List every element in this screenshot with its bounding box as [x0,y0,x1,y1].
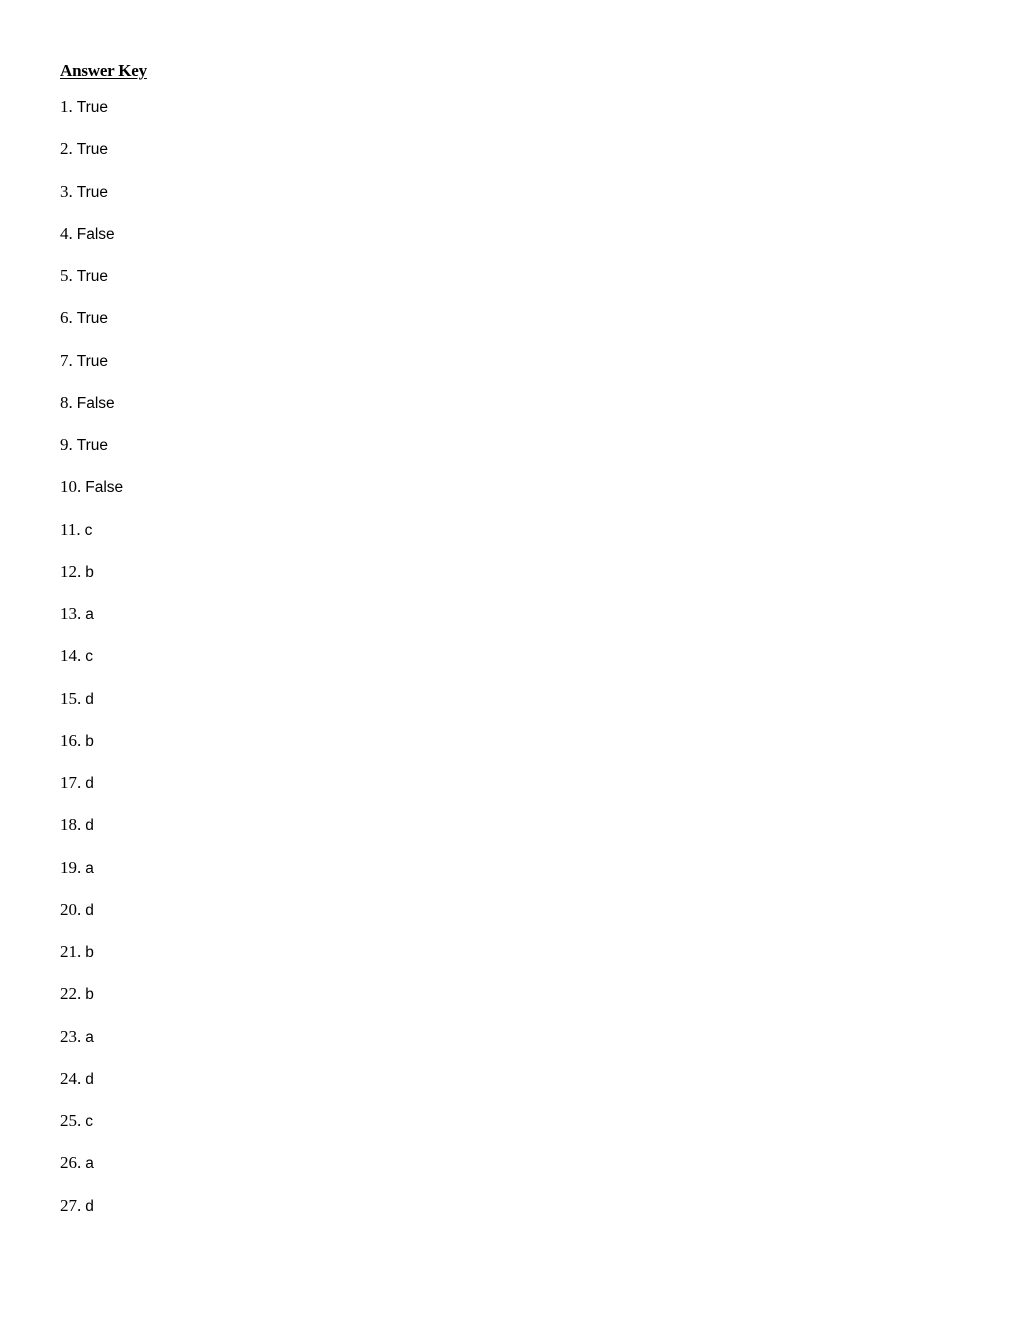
answer-number: 3. [60,181,73,201]
answer-item [60,392,123,434]
answer-item [60,983,123,1025]
answer-item [60,519,123,561]
answer-number: 17. [60,773,82,792]
answer-value: d [85,1197,94,1215]
answer-item [60,476,123,518]
answer-number: 8. [60,392,73,412]
answer-value: d [85,817,94,835]
answer-item [60,1068,123,1110]
answer-value: d [85,1070,94,1088]
answer-value: True [76,99,109,116]
answer-value: True [76,352,109,370]
answer-number: 21. [60,942,82,961]
answer-item [60,814,123,856]
answer-item [60,1110,123,1152]
answer-value: True [76,437,109,454]
answer-value: b [85,986,94,1004]
answer-item [60,645,123,687]
answer-value: False [85,479,124,497]
answer-number: 18. [60,815,82,835]
answer-number: 22. [60,984,82,1004]
answer-value: False [76,225,115,243]
answer-value: b [85,732,94,750]
answer-item [60,688,123,730]
answer-number: 10. [60,477,82,497]
answer-number: 1. [60,97,73,116]
answer-item [60,265,123,307]
answer-number: 16. [60,730,82,750]
page-title: Answer Key [60,61,147,80]
answer-value: True [76,268,109,285]
answer-value: b [85,944,94,961]
answer-value: True [76,141,109,159]
answer-item [60,350,123,392]
answer-number: 25. [60,1111,82,1130]
answer-item [60,730,123,772]
answer-item [60,941,123,983]
answer-number: 6. [60,308,73,328]
answer-number: 11. [60,519,81,539]
answer-number: 24. [60,1068,82,1088]
answer-number: 27. [60,1195,82,1215]
answer-item [60,307,123,349]
answer-number: 19. [60,857,82,877]
answer-value: c [85,1113,93,1130]
answer-item [60,223,123,265]
answer-number: 23. [60,1026,82,1046]
answer-value: b [85,563,94,581]
answer-number: 13. [60,604,82,623]
answer-item [60,138,123,180]
answer-item [60,96,123,138]
answer-number: 12. [60,561,82,581]
answer-item [60,181,123,223]
answer-item [60,1026,123,1068]
answer-number: 9. [60,435,73,454]
answer-item [60,1195,123,1237]
answer-value: d [85,775,94,792]
answer-value: True [76,183,109,201]
answer-item [60,772,123,814]
answer-item [60,899,123,941]
answer-value: a [85,606,94,623]
answer-value: False [76,394,115,412]
answer-number: 5. [60,266,73,285]
answer-value: c [84,521,93,539]
answer-number: 2. [60,139,73,159]
answer-item [60,857,123,899]
answer-item [60,603,123,645]
answer-value: True [76,310,109,328]
answer-item [60,561,123,603]
answer-number: 26. [60,1153,82,1173]
answer-list [60,96,123,1237]
answer-number: 14. [60,646,82,666]
answer-item [60,434,123,476]
answer-value: c [85,648,93,666]
answer-number: 7. [60,350,73,370]
answer-value: a [85,1155,94,1173]
answer-number: 15. [60,688,82,708]
answer-value: a [85,1028,94,1046]
answer-value: d [85,690,94,708]
answer-value: a [85,859,94,877]
answer-value: d [85,901,94,919]
answer-item [60,1152,123,1194]
answer-number: 20. [60,899,82,919]
answer-number: 4. [60,223,73,243]
